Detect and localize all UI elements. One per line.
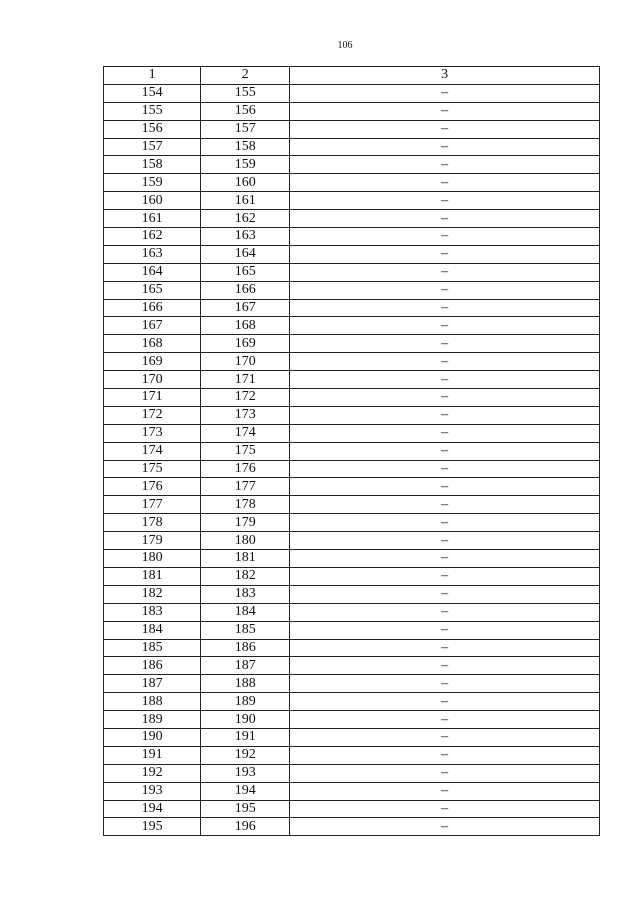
table-cell-col-2: 183 (201, 585, 290, 603)
table-cell-col-3: – (290, 442, 600, 460)
table-cell-col-1: 187 (104, 675, 201, 693)
table-header (104, 67, 600, 85)
column-header-2: 2 (201, 67, 290, 85)
table-cell-col-2: 171 (201, 371, 290, 389)
table-cell-col-1: 167 (104, 317, 201, 335)
table-cell-col-2: 166 (201, 281, 290, 299)
table-cell-col-1: 190 (104, 728, 201, 746)
table-row (104, 764, 600, 782)
table-cell-col-3: – (290, 782, 600, 800)
table-cell-col-2: 182 (201, 567, 290, 585)
table-cell-col-3: – (290, 621, 600, 639)
table-cell-col-1: 172 (104, 406, 201, 424)
table-cell-col-1: 183 (104, 603, 201, 621)
table-cell-col-1: 157 (104, 138, 201, 156)
table-cell-col-3: – (290, 228, 600, 246)
table-row (104, 639, 600, 657)
table-cell-col-2: 160 (201, 174, 290, 192)
table-row (104, 782, 600, 800)
table-cell-col-1: 176 (104, 478, 201, 496)
table-row (104, 281, 600, 299)
table-row (104, 585, 600, 603)
data-table (103, 66, 600, 836)
table-row (104, 711, 600, 729)
table-row (104, 120, 600, 138)
table-cell-col-1: 179 (104, 532, 201, 550)
table-cell-col-2: 159 (201, 156, 290, 174)
table-cell-col-2: 161 (201, 192, 290, 210)
table-row (104, 228, 600, 246)
table-row (104, 657, 600, 675)
table-cell-col-1: 161 (104, 210, 201, 228)
table-cell-col-3: – (290, 818, 600, 836)
table-row (104, 371, 600, 389)
table-cell-col-3: – (290, 210, 600, 228)
table-cell-col-3: – (290, 263, 600, 281)
table-cell-col-2: 167 (201, 299, 290, 317)
column-header-3: 3 (290, 67, 600, 85)
table-cell-col-3: – (290, 120, 600, 138)
table-cell-col-1: 170 (104, 371, 201, 389)
table-cell-col-3: – (290, 174, 600, 192)
page-number: 106 (337, 40, 353, 51)
table-row (104, 406, 600, 424)
table-cell-col-3: – (290, 567, 600, 585)
table-cell-col-2: 165 (201, 263, 290, 281)
table-row (104, 174, 600, 192)
table-cell-col-2: 194 (201, 782, 290, 800)
table-cell-col-1: 165 (104, 281, 201, 299)
table-cell-col-1: 174 (104, 442, 201, 460)
table-cell-col-1: 178 (104, 514, 201, 532)
table-row (104, 317, 600, 335)
table-cell-col-3: – (290, 371, 600, 389)
table-cell-col-1: 158 (104, 156, 201, 174)
table-cell-col-2: 173 (201, 406, 290, 424)
table-cell-col-2: 181 (201, 550, 290, 568)
table-cell-col-2: 169 (201, 335, 290, 353)
table-cell-col-2: 185 (201, 621, 290, 639)
table-row (104, 675, 600, 693)
table-row (104, 746, 600, 764)
table-cell-col-3: – (290, 675, 600, 693)
table-cell-col-3: – (290, 353, 600, 371)
table-row (104, 478, 600, 496)
table-cell-col-1: 156 (104, 120, 201, 138)
table-row (104, 514, 600, 532)
table-row (104, 532, 600, 550)
table-cell-col-2: 172 (201, 389, 290, 407)
table-cell-col-2: 157 (201, 120, 290, 138)
table-cell-col-1: 191 (104, 746, 201, 764)
table-cell-col-3: – (290, 335, 600, 353)
table-cell-col-3: – (290, 299, 600, 317)
table-cell-col-1: 193 (104, 782, 201, 800)
table-cell-col-3: – (290, 657, 600, 675)
table-cell-col-3: – (290, 693, 600, 711)
table-cell-col-1: 185 (104, 639, 201, 657)
table-cell-col-1: 194 (104, 800, 201, 818)
table-cell-col-1: 169 (104, 353, 201, 371)
table-cell-col-3: – (290, 746, 600, 764)
table-row (104, 192, 600, 210)
table-cell-col-3: – (290, 84, 600, 102)
table-cell-col-3: – (290, 532, 600, 550)
table-cell-col-3: – (290, 603, 600, 621)
table-row (104, 603, 600, 621)
table-cell-col-3: – (290, 317, 600, 335)
table-cell-col-1: 159 (104, 174, 201, 192)
table-cell-col-3: – (290, 460, 600, 478)
table-cell-col-2: 192 (201, 746, 290, 764)
table-cell-col-2: 162 (201, 210, 290, 228)
table-cell-col-2: 170 (201, 353, 290, 371)
table-cell-col-1: 186 (104, 657, 201, 675)
table-cell-col-2: 164 (201, 245, 290, 263)
table-cell-col-1: 166 (104, 299, 201, 317)
table-cell-col-1: 189 (104, 711, 201, 729)
table-cell-col-1: 195 (104, 818, 201, 836)
table-cell-col-1: 163 (104, 245, 201, 263)
table-row (104, 818, 600, 836)
table-cell-col-1: 160 (104, 192, 201, 210)
table-row (104, 335, 600, 353)
table-cell-col-1: 175 (104, 460, 201, 478)
table-cell-col-3: – (290, 585, 600, 603)
table-cell-col-1: 155 (104, 102, 201, 120)
table-cell-col-1: 192 (104, 764, 201, 782)
table-row (104, 210, 600, 228)
table-row (104, 728, 600, 746)
table-row (104, 550, 600, 568)
table-cell-col-2: 191 (201, 728, 290, 746)
table-row (104, 263, 600, 281)
table-cell-col-1: 164 (104, 263, 201, 281)
table-cell-col-3: – (290, 478, 600, 496)
table-row (104, 460, 600, 478)
table-cell-col-3: – (290, 281, 600, 299)
table-cell-col-1: 180 (104, 550, 201, 568)
table-cell-col-3: – (290, 764, 600, 782)
table-cell-col-3: – (290, 192, 600, 210)
table-cell-col-1: 154 (104, 84, 201, 102)
table-cell-col-2: 158 (201, 138, 290, 156)
table-cell-col-3: – (290, 639, 600, 657)
table-cell-col-2: 184 (201, 603, 290, 621)
table-row (104, 156, 600, 174)
table-cell-col-1: 168 (104, 335, 201, 353)
table-cell-col-2: 178 (201, 496, 290, 514)
table-cell-col-1: 173 (104, 424, 201, 442)
table-cell-col-3: – (290, 711, 600, 729)
table-cell-col-1: 182 (104, 585, 201, 603)
table-header-row (104, 67, 600, 85)
table-cell-col-3: – (290, 514, 600, 532)
table-cell-col-3: – (290, 138, 600, 156)
table-row (104, 84, 600, 102)
table-cell-col-1: 181 (104, 567, 201, 585)
table-cell-col-3: – (290, 496, 600, 514)
table-cell-col-2: 179 (201, 514, 290, 532)
table-cell-col-2: 186 (201, 639, 290, 657)
table-row (104, 424, 600, 442)
table-cell-col-3: – (290, 550, 600, 568)
table-row (104, 138, 600, 156)
table-cell-col-2: 156 (201, 102, 290, 120)
table-cell-col-3: – (290, 389, 600, 407)
table-row (104, 389, 600, 407)
table-cell-col-3: – (290, 406, 600, 424)
table-cell-col-1: 177 (104, 496, 201, 514)
table-cell-col-1: 162 (104, 228, 201, 246)
table-cell-col-2: 195 (201, 800, 290, 818)
table-cell-col-3: – (290, 156, 600, 174)
column-header-1: 1 (104, 67, 201, 85)
table-row (104, 621, 600, 639)
table-cell-col-1: 184 (104, 621, 201, 639)
table-row (104, 567, 600, 585)
table-cell-col-2: 180 (201, 532, 290, 550)
table-row (104, 245, 600, 263)
table-row (104, 800, 600, 818)
table-cell-col-2: 187 (201, 657, 290, 675)
table-cell-col-3: – (290, 424, 600, 442)
table-row (104, 442, 600, 460)
table-cell-col-3: – (290, 102, 600, 120)
table-row (104, 353, 600, 371)
table-cell-col-2: 196 (201, 818, 290, 836)
table-cell-col-2: 174 (201, 424, 290, 442)
table-cell-col-3: – (290, 245, 600, 263)
table-row (104, 693, 600, 711)
table-cell-col-2: 176 (201, 460, 290, 478)
table-cell-col-2: 168 (201, 317, 290, 335)
table-row (104, 102, 600, 120)
table-cell-col-2: 175 (201, 442, 290, 460)
table-cell-col-2: 193 (201, 764, 290, 782)
table-row (104, 496, 600, 514)
table-cell-col-2: 155 (201, 84, 290, 102)
table-cell-col-1: 188 (104, 693, 201, 711)
table-cell-col-3: – (290, 800, 600, 818)
table-body (104, 84, 600, 835)
table-cell-col-2: 177 (201, 478, 290, 496)
table-cell-col-2: 188 (201, 675, 290, 693)
table-cell-col-1: 171 (104, 389, 201, 407)
table-row (104, 299, 600, 317)
table-cell-col-2: 190 (201, 711, 290, 729)
table-cell-col-3: – (290, 728, 600, 746)
table-cell-col-2: 163 (201, 228, 290, 246)
table-cell-col-2: 189 (201, 693, 290, 711)
